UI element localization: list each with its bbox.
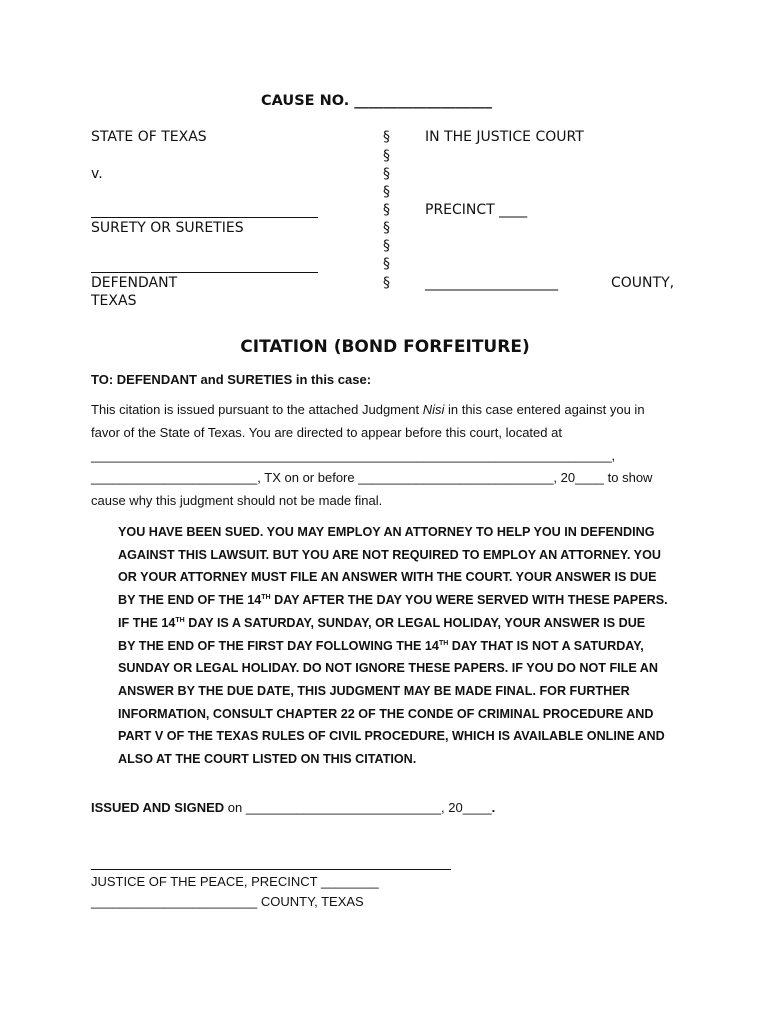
body-line-2: favor of the State of Texas. You are directed to appear before this court, located at [91,425,562,440]
notice-line: YOU HAVE BEEN SUED. YOU MAY EMPLOY AN ATTORNEY TO HELP YOU IN DEFENDING [118,525,655,539]
document-title: CITATION (BOND FORFEITURE) [240,337,530,357]
notice-line: ALSO AT THE COURT LISTED ON THIS CITATION. [118,752,417,767]
signature-county: _______________________ COUNTY, TEXAS [91,894,364,909]
notice-line: AGAINST THIS LAWSUIT. BUT YOU ARE NOT REQUIRED TO EMPLOY AN ATTORNEY. YOU [118,547,661,562]
section-mark: § [383,256,390,272]
caption-texas: TEXAS [91,293,137,309]
caption-precinct: PRECINCT ____ [425,202,528,218]
signature-title: JUSTICE OF THE PEACE, PRECINCT ________ [91,874,379,889]
section-mark: § [383,184,390,200]
caption-court: IN THE JUSTICE COURT [425,129,584,145]
issued-label: ISSUED AND SIGNED [91,800,225,815]
body-line-4: _______________________, TX on or before ___________________________, 20____ to show [91,470,653,485]
notice-line: INFORMATION, CONSULT CHAPTER 22 OF THE CONDE OF CRIMINAL PROCEDURE AND [118,706,654,721]
section-mark: § [383,129,390,145]
caption-versus: v. [91,166,103,182]
nisi-text: Nisi [422,402,445,417]
caption-surety: SURETY OR SURETIES [91,220,244,236]
lawsuit-notice [118,521,678,771]
section-mark: § [383,220,390,236]
section-mark: § [383,148,390,164]
body-line-1-end: in this case entered against you in [444,402,645,417]
section-mark: § [383,202,390,218]
notice-line: BY THE END OF THE 14TH DAY AFTER THE DAY YOU WERE SERVED WITH THESE PAPERS. [118,593,668,608]
notice-line: OR YOUR ATTORNEY MUST FILE AN ANSWER WITH THE COURT. YOUR ANSWER IS DUE [118,570,657,585]
body-line-3: ________________________________________________________________________, [91,448,616,463]
issued-and-signed [91,800,495,815]
addressee: TO: DEFENDANT and SURETIES in this case: [91,372,372,387]
caption-state: STATE OF TEXAS [91,129,207,145]
notice-line: SUNDAY OR LEGAL HOLIDAY. DO NOT IGNORE THESE PAPERS. IF YOU DO NOT FILE AN [118,661,658,676]
notice-line: ANSWER BY THE DUE DATE, THIS JUDGMENT MAY BE MADE FINAL. FOR FURTHER [118,683,630,698]
notice-line: IF THE 14TH DAY IS A SATURDAY, SUNDAY, OR LEGAL HOLIDAY, YOUR ANSWER IS DUE [118,615,646,630]
issued-date: on ___________________________, 20____ [224,800,492,815]
body-line-1 [91,402,645,417]
section-mark: § [383,166,390,182]
notice-line: PART V OF THE TEXAS RULES OF CIVIL PROCEDURE, WHICH IS AVAILABLE ONLINE AND [118,729,665,744]
defendant-signature-line [91,272,318,273]
section-mark: § [383,238,390,254]
surety-signature-line [91,217,318,218]
body-line-5: cause why this judgment should not be made final. [91,493,383,508]
cause-number: CAUSE NO. ___________________ [261,93,493,109]
notice-line: BY THE END OF THE FIRST DAY FOLLOWING THE 14TH DAY THAT IS NOT A SATURDAY, [118,638,644,653]
judge-signature-line [91,869,451,870]
issued-period: . [491,800,496,815]
body-line-1-start: This citation is issued pursuant to the attached Judgment [91,402,423,417]
caption-county-blank: ___________________ [425,275,558,291]
caption-county: COUNTY, [611,275,675,291]
section-mark: § [383,275,390,291]
caption-defendant: DEFENDANT [91,275,178,291]
